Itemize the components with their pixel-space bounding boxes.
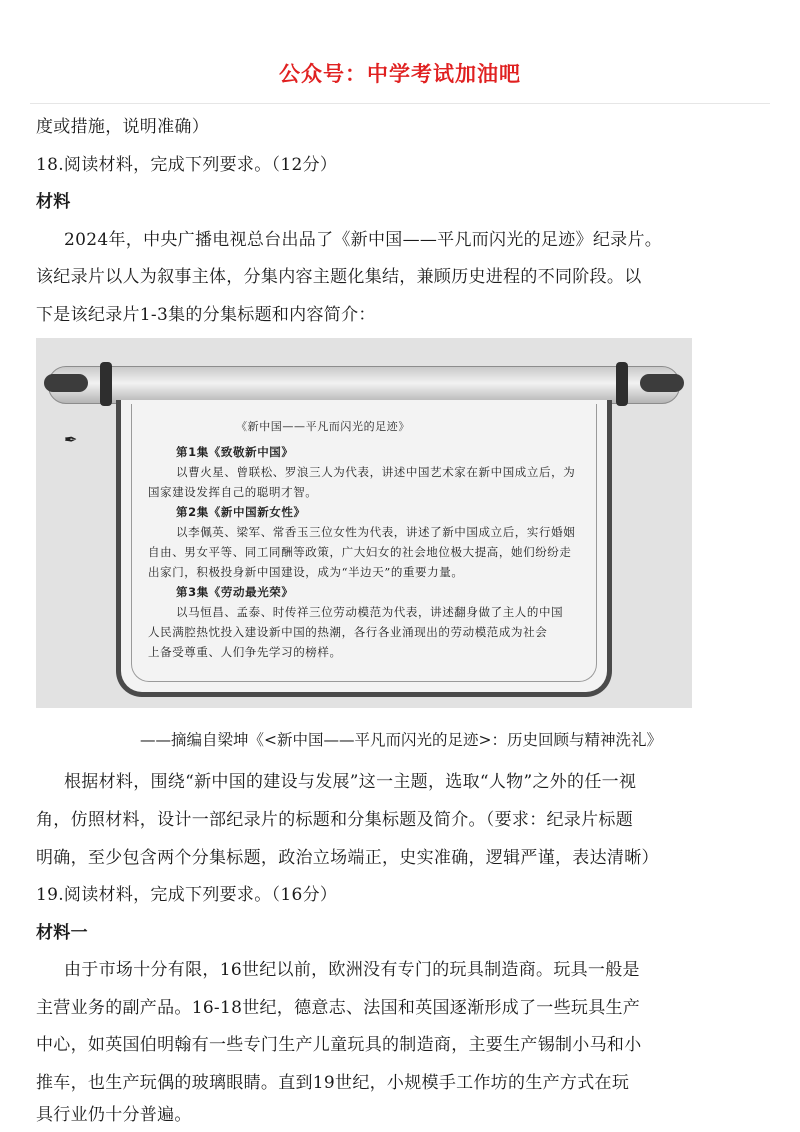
paragraph-line: 下是该纪录片1-3集的分集标题和内容简介： (36, 305, 376, 325)
episode-2-text: 出家门，积极投身新中国建设，成为“半边天”的重要力量。 (148, 565, 464, 579)
task-line: 角，仿照材料，设计一部纪录片的标题和分集标题及简介。（要求：纪录片标题 (36, 810, 633, 830)
episode-3-text: 上备受尊重、人们争先学习的榜样。 (148, 645, 342, 659)
source-citation: ——摘编自梁坤《<新中国——平凡而闪光的足迹>：历史回顾与精神洗礼》 (140, 731, 662, 749)
episode-2-title: 第2集《新中国新女性》 (176, 505, 306, 519)
scroll-illustration (36, 338, 692, 708)
paragraph-line: 推车，也生产玩偶的玻璃眼睛。直到19世纪，小规模手工作坊的生产方式在玩 (36, 1073, 630, 1093)
paragraph-line: 2024年，中央广播电视总台出品了《新中国——平凡而闪光的足迹》纪录片。 (64, 230, 663, 250)
scroll-clamp-right (616, 362, 628, 406)
episode-2-text: 自由、男女平等、同工同酬等政策，广大妇女的社会地位极大提高，她们纷纷走 (148, 545, 572, 559)
question-19: 19.阅读材料，完成下列要求。（16分） (36, 885, 338, 905)
text-line: 度或措施，说明准确） (36, 117, 209, 137)
task-line: 根据材料，围绕“新中国的建设与发展”这一主题，选取“人物”之外的任一视 (64, 772, 637, 792)
episode-2-text: 以李佩英、梁军、常香玉三位女性为代表，讲述了新中国成立后，实行婚姻 (176, 525, 576, 539)
scroll-rod (48, 366, 680, 404)
scroll-title: 《新中国——平凡而闪光的足迹》 (236, 420, 410, 433)
material-1-label: 材料一 (36, 923, 88, 943)
scroll-rod-end-left (44, 374, 88, 392)
paragraph-line: 中心，如英国伯明翰有一些专门生产儿童玩具的制造商，主要生产锡制小马和小 (36, 1035, 642, 1055)
episode-3-text: 人民满腔热忱投入建设新中国的热潮，各行各业涌现出的劳动模范成为社会 (148, 625, 548, 639)
ink-mark: ✒ (64, 430, 78, 449)
header-divider (30, 103, 770, 104)
episode-1-text: 以曹火星、曾联松、罗浪三人为代表，讲述中国艺术家在新中国成立后，为 (176, 465, 576, 479)
header-title: 公众号：中学考试加油吧 (279, 62, 521, 86)
paragraph-line: 具行业仍十分普遍。 (36, 1105, 192, 1125)
episode-1-title: 第1集《致敬新中国》 (176, 445, 294, 459)
task-line: 明确，至少包含两个分集标题，政治立场端正，史实准确，逻辑严谨，表达清晰） (36, 848, 659, 868)
paragraph-line: 由于市场十分有限，16世纪以前，欧洲没有专门的玩具制造商。玩具一般是 (64, 960, 640, 980)
question-18: 18.阅读材料，完成下列要求。（12分） (36, 155, 338, 175)
episode-3-text: 以马恒昌、孟泰、时传祥三位劳动模范为代表，讲述翻身做了主人的中国 (176, 605, 564, 619)
scroll-clamp-left (100, 362, 112, 406)
paragraph-line: 主营业务的副产品。16-18世纪，德意志、法国和英国逐渐形成了一些玩具生产 (36, 998, 641, 1018)
scroll-rod-end-right (640, 374, 684, 392)
paragraph-line: 该纪录片以人为叙事主体，分集内容主题化集结，兼顾历史进程的不同阶段。以 (36, 267, 642, 287)
material-label: 材料 (36, 192, 71, 212)
episode-1-text: 国家建设发挥自己的聪明才智。 (148, 485, 318, 499)
episode-3-title: 第3集《劳动最光荣》 (176, 585, 294, 599)
